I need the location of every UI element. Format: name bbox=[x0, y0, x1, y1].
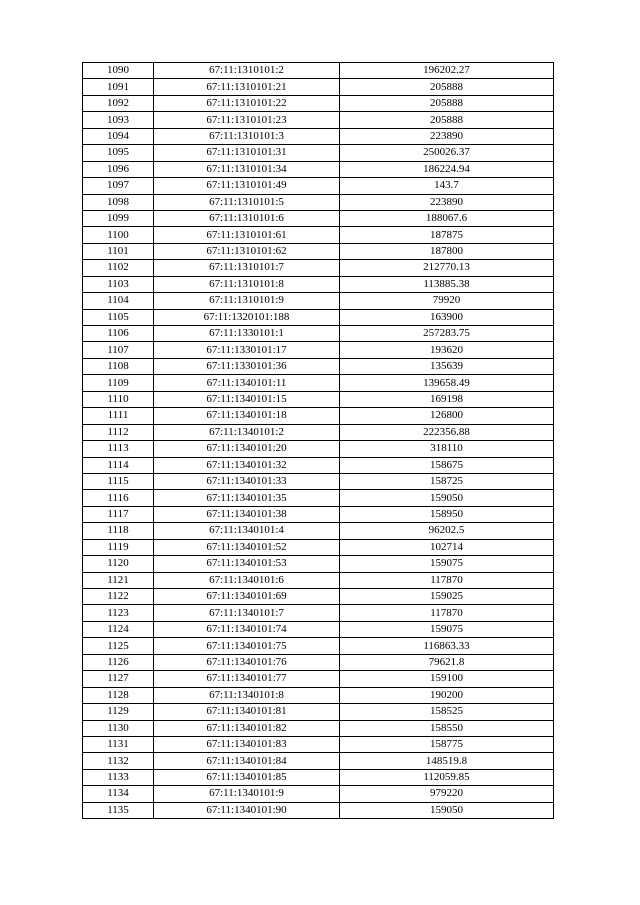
table-row bbox=[83, 704, 554, 720]
cadastral-number-cell: 67:11:1340101:77 bbox=[154, 671, 340, 687]
value-cell: 113885.38 bbox=[340, 276, 554, 292]
row-number-cell: 1102 bbox=[83, 260, 154, 276]
cadastral-number-cell: 67:11:1310101:21 bbox=[154, 79, 340, 95]
value-cell: 158775 bbox=[340, 736, 554, 752]
table-row bbox=[83, 736, 554, 752]
row-number-cell: 1114 bbox=[83, 457, 154, 473]
value-cell: 112059.85 bbox=[340, 769, 554, 785]
table-row bbox=[83, 391, 554, 407]
cadastral-number-cell: 67:11:1330101:36 bbox=[154, 358, 340, 374]
table-row bbox=[83, 293, 554, 309]
value-cell: 188067.6 bbox=[340, 210, 554, 226]
row-number-cell: 1128 bbox=[83, 687, 154, 703]
row-number-cell: 1130 bbox=[83, 720, 154, 736]
cadastral-number-cell: 67:11:1340101:76 bbox=[154, 654, 340, 670]
table-row bbox=[83, 210, 554, 226]
value-cell: 159050 bbox=[340, 490, 554, 506]
row-number-cell: 1091 bbox=[83, 79, 154, 95]
row-number-cell: 1133 bbox=[83, 769, 154, 785]
table-row bbox=[83, 79, 554, 95]
row-number-cell: 1090 bbox=[83, 63, 154, 79]
value-cell: 257283.75 bbox=[340, 326, 554, 342]
cadastral-number-cell: 67:11:1310101:31 bbox=[154, 145, 340, 161]
row-number-cell: 1093 bbox=[83, 112, 154, 128]
row-number-cell: 1135 bbox=[83, 802, 154, 818]
table-row bbox=[83, 621, 554, 637]
value-cell: 222356.88 bbox=[340, 424, 554, 440]
value-cell: 205888 bbox=[340, 112, 554, 128]
table-row bbox=[83, 753, 554, 769]
value-cell: 148519.8 bbox=[340, 753, 554, 769]
value-cell: 159075 bbox=[340, 556, 554, 572]
cadastral-number-cell: 67:11:1340101:8 bbox=[154, 687, 340, 703]
table-row bbox=[83, 671, 554, 687]
table-row bbox=[83, 178, 554, 194]
row-number-cell: 1112 bbox=[83, 424, 154, 440]
row-number-cell: 1120 bbox=[83, 556, 154, 572]
table-row bbox=[83, 802, 554, 818]
cadastral-number-cell: 67:11:1310101:62 bbox=[154, 243, 340, 259]
cadastral-number-cell: 67:11:1340101:18 bbox=[154, 408, 340, 424]
table-row bbox=[83, 786, 554, 802]
value-cell: 159025 bbox=[340, 589, 554, 605]
row-number-cell: 1127 bbox=[83, 671, 154, 687]
row-number-cell: 1116 bbox=[83, 490, 154, 506]
row-number-cell: 1122 bbox=[83, 589, 154, 605]
table-row bbox=[83, 408, 554, 424]
value-cell: 187800 bbox=[340, 243, 554, 259]
cadastral-number-cell: 67:11:1340101:9 bbox=[154, 786, 340, 802]
value-cell: 223890 bbox=[340, 128, 554, 144]
row-number-cell: 1129 bbox=[83, 704, 154, 720]
value-cell: 205888 bbox=[340, 79, 554, 95]
table-row bbox=[83, 342, 554, 358]
row-number-cell: 1108 bbox=[83, 358, 154, 374]
cadastral-number-cell: 67:11:1310101:6 bbox=[154, 210, 340, 226]
value-cell: 979220 bbox=[340, 786, 554, 802]
value-cell: 96202.5 bbox=[340, 523, 554, 539]
value-cell: 158675 bbox=[340, 457, 554, 473]
cadastral-number-cell: 67:11:1310101:22 bbox=[154, 95, 340, 111]
value-cell: 223890 bbox=[340, 194, 554, 210]
table-row bbox=[83, 572, 554, 588]
row-number-cell: 1097 bbox=[83, 178, 154, 194]
row-number-cell: 1117 bbox=[83, 506, 154, 522]
value-cell: 117870 bbox=[340, 605, 554, 621]
row-number-cell: 1109 bbox=[83, 375, 154, 391]
cadastral-number-cell: 67:11:1310101:34 bbox=[154, 161, 340, 177]
row-number-cell: 1104 bbox=[83, 293, 154, 309]
row-number-cell: 1110 bbox=[83, 391, 154, 407]
table-row bbox=[83, 424, 554, 440]
table-row bbox=[83, 326, 554, 342]
cadastral-number-cell: 67:11:1340101:15 bbox=[154, 391, 340, 407]
table-row bbox=[83, 161, 554, 177]
row-number-cell: 1100 bbox=[83, 227, 154, 243]
cadastral-number-cell: 67:11:1340101:4 bbox=[154, 523, 340, 539]
value-cell: 205888 bbox=[340, 95, 554, 111]
row-number-cell: 1124 bbox=[83, 621, 154, 637]
cadastral-number-cell: 67:11:1340101:6 bbox=[154, 572, 340, 588]
row-number-cell: 1101 bbox=[83, 243, 154, 259]
row-number-cell: 1134 bbox=[83, 786, 154, 802]
row-number-cell: 1092 bbox=[83, 95, 154, 111]
value-cell: 158725 bbox=[340, 473, 554, 489]
value-cell: 250026.37 bbox=[340, 145, 554, 161]
cadastral-number-cell: 67:11:1310101:5 bbox=[154, 194, 340, 210]
row-number-cell: 1126 bbox=[83, 654, 154, 670]
table-row bbox=[83, 523, 554, 539]
table-body bbox=[83, 63, 554, 819]
value-cell: 79920 bbox=[340, 293, 554, 309]
cadastral-number-cell: 67:11:1340101:84 bbox=[154, 753, 340, 769]
cadastral-number-cell: 67:11:1340101:33 bbox=[154, 473, 340, 489]
cadastral-value-table bbox=[82, 62, 554, 819]
table-row bbox=[83, 441, 554, 457]
value-cell: 135639 bbox=[340, 358, 554, 374]
row-number-cell: 1113 bbox=[83, 441, 154, 457]
table-row bbox=[83, 375, 554, 391]
row-number-cell: 1132 bbox=[83, 753, 154, 769]
table-row bbox=[83, 506, 554, 522]
cadastral-number-cell: 67:11:1340101:11 bbox=[154, 375, 340, 391]
value-cell: 117870 bbox=[340, 572, 554, 588]
cadastral-number-cell: 67:11:1310101:3 bbox=[154, 128, 340, 144]
row-number-cell: 1115 bbox=[83, 473, 154, 489]
row-number-cell: 1131 bbox=[83, 736, 154, 752]
row-number-cell: 1103 bbox=[83, 276, 154, 292]
value-cell: 79621.8 bbox=[340, 654, 554, 670]
cadastral-number-cell: 67:11:1340101:35 bbox=[154, 490, 340, 506]
value-cell: 163900 bbox=[340, 309, 554, 325]
table-row bbox=[83, 473, 554, 489]
row-number-cell: 1105 bbox=[83, 309, 154, 325]
value-cell: 187875 bbox=[340, 227, 554, 243]
value-cell: 212770.13 bbox=[340, 260, 554, 276]
cadastral-number-cell: 67:11:1340101:69 bbox=[154, 589, 340, 605]
cadastral-number-cell: 67:11:1340101:81 bbox=[154, 704, 340, 720]
row-number-cell: 1107 bbox=[83, 342, 154, 358]
row-number-cell: 1106 bbox=[83, 326, 154, 342]
table-row bbox=[83, 720, 554, 736]
value-cell: 186224.94 bbox=[340, 161, 554, 177]
cadastral-number-cell: 67:11:1340101:32 bbox=[154, 457, 340, 473]
table-row bbox=[83, 112, 554, 128]
cadastral-number-cell: 67:11:1310101:7 bbox=[154, 260, 340, 276]
cadastral-number-cell: 67:11:1340101:53 bbox=[154, 556, 340, 572]
value-cell: 139658.49 bbox=[340, 375, 554, 391]
value-cell: 158950 bbox=[340, 506, 554, 522]
value-cell: 102714 bbox=[340, 539, 554, 555]
row-number-cell: 1095 bbox=[83, 145, 154, 161]
table-row bbox=[83, 260, 554, 276]
value-cell: 196202.27 bbox=[340, 63, 554, 79]
table-row bbox=[83, 194, 554, 210]
value-cell: 159050 bbox=[340, 802, 554, 818]
table-row bbox=[83, 358, 554, 374]
table-row bbox=[83, 589, 554, 605]
value-cell: 318110 bbox=[340, 441, 554, 457]
table-row bbox=[83, 687, 554, 703]
cadastral-number-cell: 67:11:1340101:74 bbox=[154, 621, 340, 637]
cadastral-number-cell: 67:11:1340101:75 bbox=[154, 638, 340, 654]
cadastral-number-cell: 67:11:1310101:8 bbox=[154, 276, 340, 292]
row-number-cell: 1096 bbox=[83, 161, 154, 177]
value-cell: 193620 bbox=[340, 342, 554, 358]
cadastral-number-cell: 67:11:1340101:38 bbox=[154, 506, 340, 522]
table-row bbox=[83, 539, 554, 555]
table-row bbox=[83, 605, 554, 621]
cadastral-number-cell: 67:11:1310101:23 bbox=[154, 112, 340, 128]
value-cell: 158550 bbox=[340, 720, 554, 736]
table-row bbox=[83, 457, 554, 473]
cadastral-number-cell: 67:11:1310101:2 bbox=[154, 63, 340, 79]
table-row bbox=[83, 490, 554, 506]
value-cell: 143.7 bbox=[340, 178, 554, 194]
row-number-cell: 1121 bbox=[83, 572, 154, 588]
cadastral-number-cell: 67:11:1340101:83 bbox=[154, 736, 340, 752]
table-row bbox=[83, 128, 554, 144]
table-row bbox=[83, 95, 554, 111]
row-number-cell: 1123 bbox=[83, 605, 154, 621]
value-cell: 159075 bbox=[340, 621, 554, 637]
table-row bbox=[83, 556, 554, 572]
row-number-cell: 1118 bbox=[83, 523, 154, 539]
table-row bbox=[83, 276, 554, 292]
cadastral-number-cell: 67:11:1310101:61 bbox=[154, 227, 340, 243]
cadastral-number-cell: 67:11:1340101:2 bbox=[154, 424, 340, 440]
value-cell: 158525 bbox=[340, 704, 554, 720]
table-row bbox=[83, 227, 554, 243]
table-row bbox=[83, 654, 554, 670]
table-row bbox=[83, 638, 554, 654]
cadastral-number-cell: 67:11:1330101:17 bbox=[154, 342, 340, 358]
cadastral-number-cell: 67:11:1340101:20 bbox=[154, 441, 340, 457]
value-cell: 159100 bbox=[340, 671, 554, 687]
table-row bbox=[83, 309, 554, 325]
row-number-cell: 1125 bbox=[83, 638, 154, 654]
cadastral-number-cell: 67:11:1320101:188 bbox=[154, 309, 340, 325]
value-cell: 190200 bbox=[340, 687, 554, 703]
cadastral-number-cell: 67:11:1310101:49 bbox=[154, 178, 340, 194]
row-number-cell: 1119 bbox=[83, 539, 154, 555]
value-cell: 169198 bbox=[340, 391, 554, 407]
table-row bbox=[83, 243, 554, 259]
table-row bbox=[83, 145, 554, 161]
value-cell: 116863.33 bbox=[340, 638, 554, 654]
cadastral-number-cell: 67:11:1340101:85 bbox=[154, 769, 340, 785]
row-number-cell: 1094 bbox=[83, 128, 154, 144]
cadastral-number-cell: 67:11:1310101:9 bbox=[154, 293, 340, 309]
row-number-cell: 1098 bbox=[83, 194, 154, 210]
cadastral-number-cell: 67:11:1340101:90 bbox=[154, 802, 340, 818]
cadastral-number-cell: 67:11:1330101:1 bbox=[154, 326, 340, 342]
table-row bbox=[83, 769, 554, 785]
value-cell: 126800 bbox=[340, 408, 554, 424]
cadastral-number-cell: 67:11:1340101:82 bbox=[154, 720, 340, 736]
cadastral-number-cell: 67:11:1340101:7 bbox=[154, 605, 340, 621]
cadastral-number-cell: 67:11:1340101:52 bbox=[154, 539, 340, 555]
table-row bbox=[83, 63, 554, 79]
row-number-cell: 1099 bbox=[83, 210, 154, 226]
row-number-cell: 1111 bbox=[83, 408, 154, 424]
